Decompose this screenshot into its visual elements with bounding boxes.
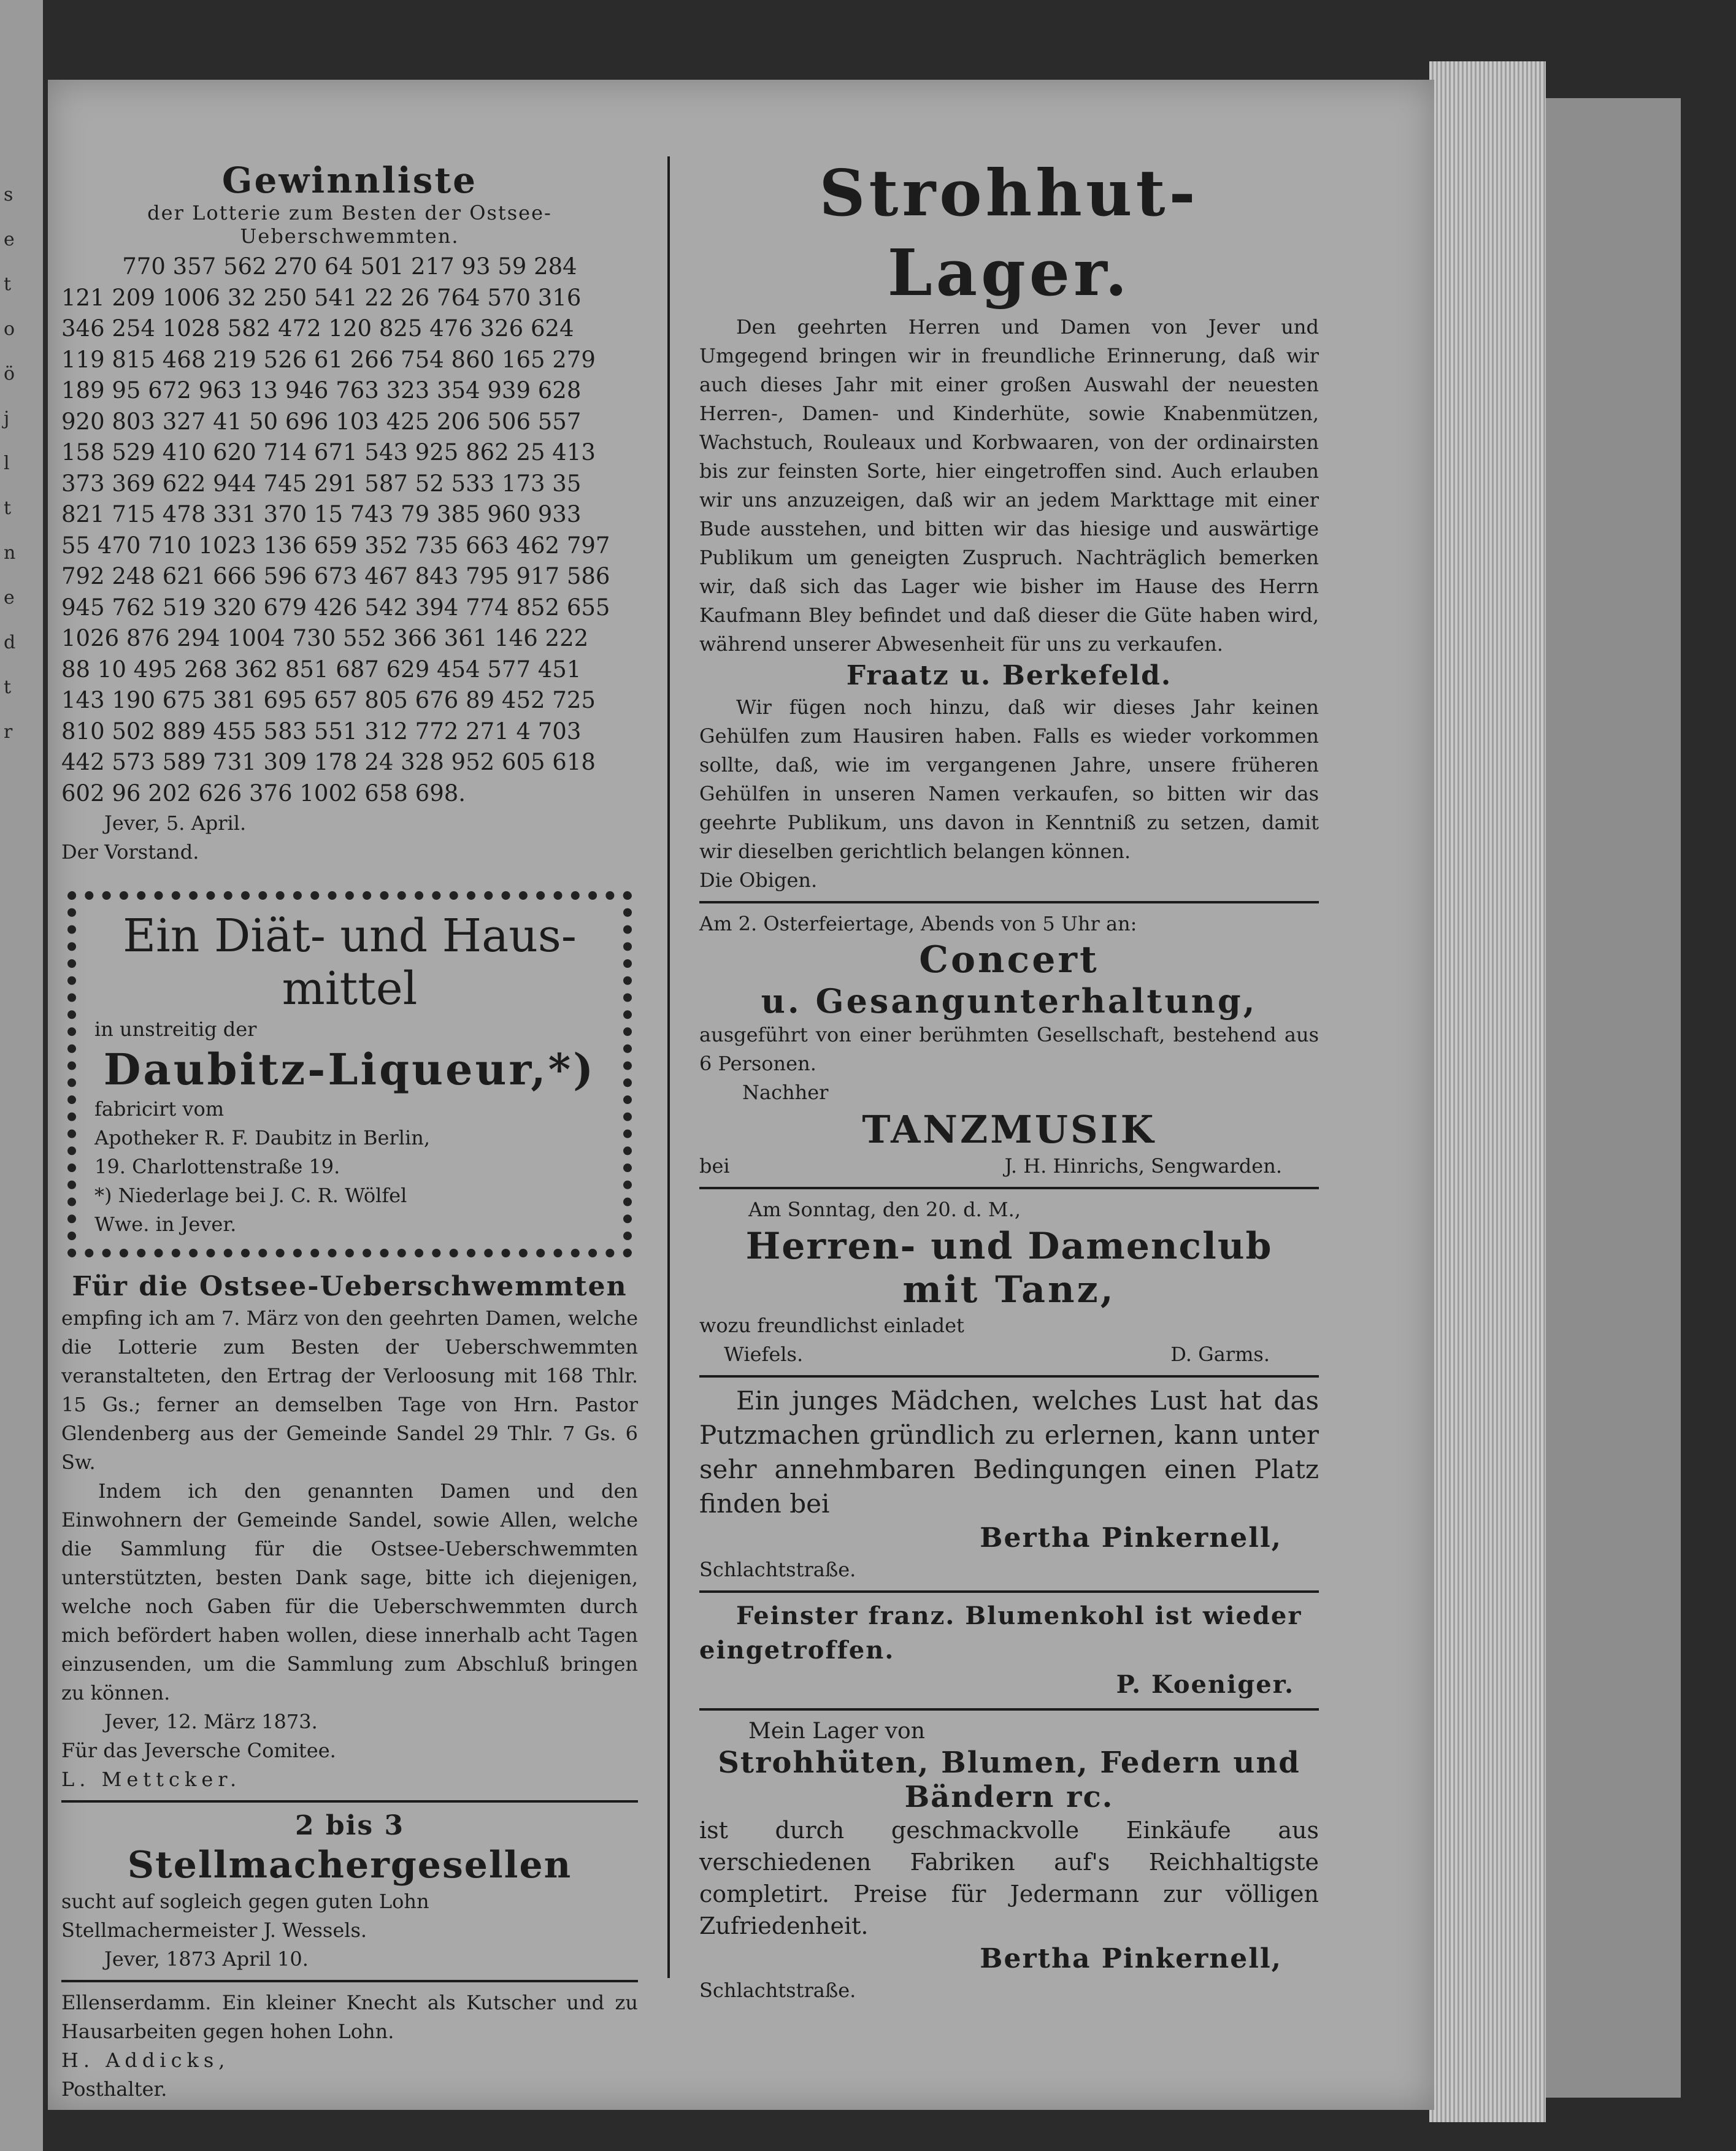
number-row: 810 502 889 455 583 551 312 772 271 4 703	[61, 718, 582, 745]
hat-para-1: Den geehrten Herren und Damen von Jever und Umgegend bringen wir in freundliche Erinnerung, daß wir auch dieses Jahr mit einer großen Auswahl der neuesten Herren-, Damen- und Kinderhüte, sowie Knabenmützen, Wachstuch, Rouleaux und Korbwaaren, von der ordinairsten bis zur feinsten Sorte, hier eingetroffen sind. Auch erlauben wir uns anzuzeigen, daß wir an jedem Markttage mit einer Bude ausstehen, und bitten wir das hiesige und auswärtige Publikum um geneigten Zuspruch. Nachträglich bemerken wir, daß sich das Lager wie bisher im Hause des Herrn Kaufmann Bley befindet und daß dieser die Güte haben wird, während unserer Abwesenheit für uns zu verkaufen.	[699, 315, 1319, 656]
lottery-date: Jever, 5. April.	[104, 811, 247, 835]
liqueur-brand: Daubitz-Liqueur,*)	[103, 1044, 596, 1095]
separator	[699, 1187, 1319, 1189]
club-line-3: mit Tanz,	[902, 1268, 1116, 1311]
book-cover-board	[1534, 98, 1681, 2098]
club-place: Wiefels.	[724, 1343, 804, 1366]
concert-ad	[699, 910, 1319, 1181]
cauliflower-signature: P. Koeniger.	[1116, 1670, 1294, 1699]
club-line-4: wozu freundlichst einladet	[699, 1314, 964, 1337]
millinery-line-2: Strohhüten, Blumen, Federn und Bändern rc.	[718, 1746, 1300, 1814]
number-row: 373 369 622 944 745 291 587 52 533 173 35	[61, 470, 582, 497]
margin-fragment: r	[4, 721, 13, 743]
concert-line-3: u. Gesangunterhaltung,	[761, 981, 1258, 1021]
servant-signature: H. Addicks,	[61, 2049, 230, 2072]
concert-line-6: TANZMUSIK	[862, 1107, 1156, 1152]
left-margin-fragments	[0, 184, 40, 1595]
margin-fragment: d	[4, 632, 16, 653]
number-row: 442 573 589 731 309 178 24 328 952 605 618	[61, 749, 596, 775]
lottery-numbers	[61, 251, 638, 809]
club-ad	[699, 1195, 1319, 1369]
previous-page-edge	[0, 0, 43, 2151]
number-row: 792 248 621 666 596 673 467 843 795 917 586	[61, 563, 610, 589]
apprentice-ad	[699, 1384, 1319, 1584]
club-signoff	[699, 1340, 1319, 1369]
concert-host: J. H. Hinrichs, Sengwarden.	[1004, 1154, 1282, 1178]
number-row: 602 96 202 626 376 1002 658 698.	[61, 780, 466, 807]
separator	[61, 1980, 638, 1982]
margin-fragment: o	[4, 318, 15, 340]
concert-line-7	[699, 1152, 1319, 1181]
liqueur-line-6: Apotheker R. F. Daubitz in Berlin,	[94, 1126, 431, 1149]
servant-text: Ellenserdamm. Ein kleiner Knecht als Kutscher und zu Hausarbeiten gegen hohen Lohn.	[61, 1991, 638, 2043]
wheelwright-line-2: Stellmachergesellen	[127, 1844, 572, 1887]
flood-signature: L. Mettcker.	[61, 1768, 242, 1791]
margin-fragment: n	[4, 542, 16, 564]
margin-fragment: j	[4, 408, 10, 429]
millinery-text: ist durch geschmackvolle Einkäufe aus verschiedenen Fabriken auf's Reichhaltigste completirt. Preise für Jedermann zur völligen Zufriedenheit.	[699, 1817, 1319, 1939]
club-line-2: Herren- und Damenclub	[745, 1225, 1273, 1268]
apprentice-street: Schlachtstraße.	[699, 1558, 856, 1581]
apprentice-text: Ein junges Mädchen, welches Lust hat das Putzmachen gründlich zu erlernen, kann unter sehr annehmbaren Bedingungen einen Platz finden bei	[699, 1386, 1319, 1519]
number-row: 346 254 1028 582 472 120 825 476 326 624	[61, 315, 574, 342]
hat-firm: Fraatz u. Berkefeld.	[846, 660, 1172, 691]
wheelwright-line-3: sucht auf sogleich gegen guten Lohn	[61, 1890, 429, 1913]
separator	[699, 1590, 1319, 1593]
millinery-street: Schlachtstraße.	[699, 1979, 856, 2002]
wheelwright-line-5: Jever, 1873 April 10.	[104, 1947, 309, 1971]
number-row: 143 190 675 381 695 657 805 676 89 452 725	[61, 687, 596, 713]
margin-fragment: e	[4, 229, 15, 250]
liqueur-title-2: mittel	[282, 962, 418, 1015]
servant-ad	[61, 1988, 638, 2104]
lottery-title: Gewinnliste	[221, 159, 478, 201]
right-column	[699, 147, 1319, 2065]
number-row: 121 209 1006 32 250 541 22 26 764 570 316	[61, 284, 582, 311]
flood-para-1: empfing ich am 7. März von den geehrten Damen, welche die Lotterie zum Besten der Ueberschwemmten veranstalteten, den Ertrag der Verloosung mit 168 Thlr. 15 Gs.; ferner an demselben Tage von Hrn. Pastor Glendenberg aus der Gemeinde Sandel 29 Thlr. 7 Gs. 6 Sw.	[61, 1306, 638, 1474]
number-row: 945 762 519 320 679 426 542 394 774 852 655	[61, 594, 610, 621]
flood-notice	[61, 1270, 638, 1794]
cauliflower-ad	[699, 1599, 1319, 1702]
number-row: 158 529 410 620 714 671 543 925 862 25 413	[61, 439, 596, 466]
servant-role: Posthalter.	[61, 2077, 167, 2101]
liqueur-line-8: *) Niederlage bei J. C. R. Wölfel	[94, 1184, 407, 1207]
wheelwright-ad	[61, 1809, 638, 1974]
number-row: 1026 876 294 1004 730 552 366 361 146 222	[61, 625, 589, 651]
millinery-line-1: Mein Lager von	[748, 1719, 925, 1744]
liqueur-line-5: fabricirt vom	[94, 1097, 225, 1121]
wheelwright-line-1: 2 bis 3	[294, 1810, 405, 1841]
book-page-stack	[1429, 61, 1546, 2122]
separator	[699, 1375, 1319, 1378]
concert-line-5: Nachher	[742, 1081, 829, 1104]
number-row: 189 95 672 963 13 946 763 323 354 939 628	[61, 377, 582, 404]
number-row: 88 10 495 268 362 851 687 629 454 577 451	[61, 656, 582, 683]
number-row: 821 715 478 331 370 15 743 79 385 960 933	[61, 501, 582, 527]
concert-line-1: Am 2. Osterfeiertage, Abends von 5 Uhr an:	[699, 912, 1137, 935]
hat-signature: Die Obigen.	[699, 868, 818, 892]
margin-fragment: ö	[4, 363, 15, 385]
margin-fragment: s	[4, 184, 13, 205]
lottery-subtitle: der Lotterie zum Besten der Ostsee-Ueberschwemmten.	[147, 201, 552, 248]
flood-date: Jever, 12. März 1873.	[104, 1710, 318, 1733]
left-column	[61, 147, 638, 2101]
concert-line-4: ausgeführt von einer berühmten Gesellschaft, bestehend aus 6 Personen.	[699, 1023, 1319, 1075]
margin-fragment: e	[4, 587, 15, 608]
margin-fragment: l	[4, 453, 10, 474]
liqueur-line-7: 19. Charlottenstraße 19.	[94, 1155, 340, 1178]
column-divider	[667, 156, 670, 1978]
millinery-name: Bertha Pinkernell,	[980, 1943, 1282, 1974]
number-row: 119 815 468 219 526 61 266 754 860 165 279	[61, 346, 596, 373]
flood-heading: Für die Ostsee-Ueberschwemmten	[72, 1271, 628, 1302]
hat-para-2: Wir fügen noch hinzu, daß wir dieses Jahr keinen Gehülfen zum Hausiren haben. Falls es wieder vorkommen sollte, daß, wie im vergangenen Jahre, unsere früheren Gehülfen in unseren Namen verkaufen, so bitten wir das geehrte Publikum, uns davon in Kenntniß zu setzen, damit wir dieselben gerichtlich belangen können.	[699, 696, 1319, 863]
margin-fragment: t	[4, 497, 12, 519]
number-row: 920 803 327 41 50 696 103 425 206 506 557	[61, 408, 582, 435]
liqueur-ad	[67, 891, 632, 1257]
apprentice-name: Bertha Pinkernell,	[980, 1522, 1282, 1554]
margin-fragment: t	[4, 274, 12, 295]
margin-fragment: t	[4, 677, 12, 698]
club-signature: D. Garms.	[1170, 1343, 1270, 1366]
hat-ad	[699, 153, 1319, 895]
wheelwright-line-4: Stellmachermeister J. Wessels.	[61, 1919, 367, 1942]
liqueur-line-9: Wwe. in Jever.	[94, 1213, 237, 1236]
cauliflower-text: Feinster franz. Blumenkohl ist wieder eingetroffen.	[699, 1601, 1302, 1665]
hat-heading: Strohhut-Lager.	[819, 155, 1199, 310]
flood-committee: Für das Jeversche Comitee.	[61, 1739, 336, 1762]
liqueur-title-1: Ein Diät- und Haus-	[123, 910, 577, 962]
separator	[61, 1800, 638, 1803]
concert-at: bei	[699, 1154, 730, 1178]
number-row: 770 357 562 270 64 501 217 93 59 284	[122, 253, 577, 280]
club-line-1: Am Sonntag, den 20. d. M.,	[748, 1198, 1021, 1221]
lottery-signature: Der Vorstand.	[61, 840, 199, 864]
concert-line-2: Concert	[919, 938, 1099, 981]
millinery-ad	[699, 1717, 1319, 2005]
flood-para-2: Indem ich den genannten Damen und den Einwohnern der Gemeinde Sandel, sowie Allen, welche die Sammlung für die Ostsee-Ueberschwemmten unterstützten, besten Dank sage, bitte ich diejenigen, welche noch Gaben für die Ueberschwemmten durch mich befördert haben wollen, diese innerhalb acht Tagen einzusenden, um die Sammlung zum Abschluß bringen zu können.	[61, 1479, 638, 1704]
number-row: 55 470 710 1023 136 659 352 735 663 462 797	[61, 532, 610, 559]
separator	[699, 901, 1319, 903]
lottery-list	[61, 159, 638, 867]
separator	[699, 1708, 1319, 1711]
liqueur-line-3: in unstreitig der	[94, 1018, 257, 1041]
